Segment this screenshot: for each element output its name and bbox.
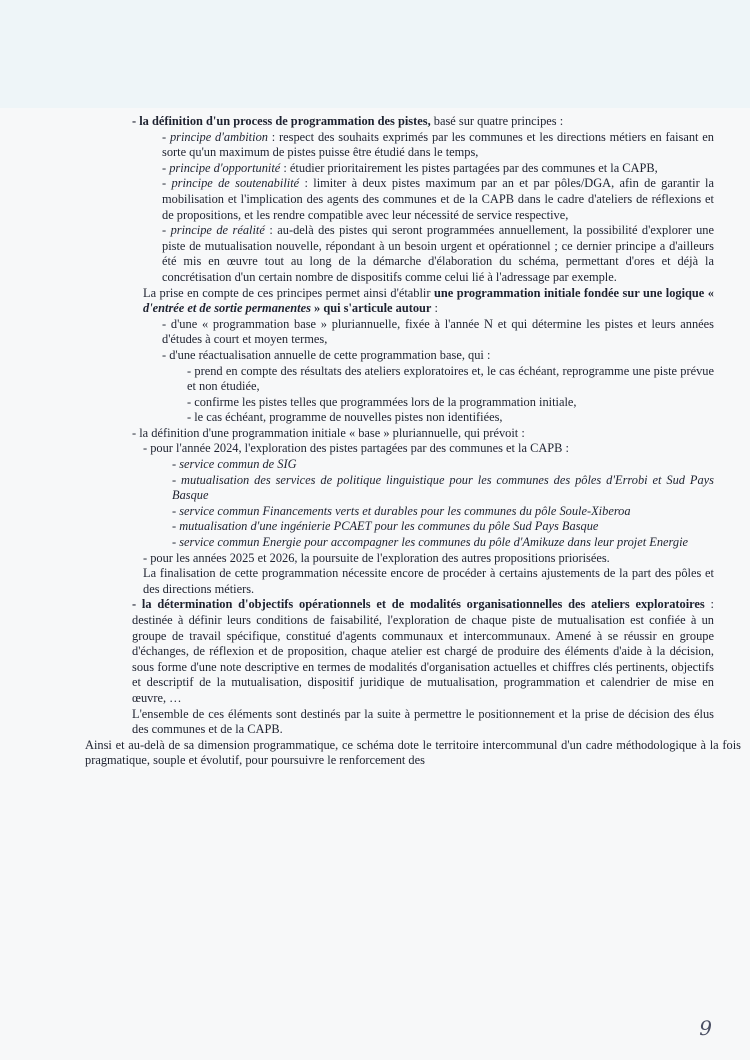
text-run: principe d'ambition xyxy=(169,129,268,144)
text-run: L'ensemble de ces éléments sont destinés par la suite à permettre le positionnement et la prise de décision des élus des communes et de la CAPB. xyxy=(132,706,714,737)
text-run: - la définition d'une programmation initiale « base » pluriannuelle, qui prévoit : xyxy=(132,425,525,440)
text-run: - le cas échéant, programme de nouvelles pistes non identifiées, xyxy=(187,410,503,425)
text-run: - confirme les pistes telles que programmées lors de la programmation initiale, xyxy=(187,394,577,409)
text-run: : au-delà des pistes qui seront programmées annuellement, la possibilité d'explorer une piste de mutualisation nouvelle, répondant à un besoin urgent et opérationnel ; ce dernier principe a d'ailleurs été mis en œuvre tout au long de la démarche d'élaboration du schéma, permettant d'ores et déjà la concrétisation d'un certain nombre de dispositifs comme celui lié à l'adressage par exemple. xyxy=(162,223,714,284)
text-run: - la détermination d'objectifs opérationnels et de modalités organisationnelles des ateliers exploratoires xyxy=(132,597,705,612)
paragraph xyxy=(172,504,714,520)
paragraph xyxy=(172,519,714,535)
text-run: principe d'opportunité xyxy=(169,160,281,175)
text-run: principe de soutenabilité xyxy=(171,176,300,191)
text-run: d'entrée et de sortie permanentes xyxy=(143,301,311,316)
text-run: une programmation initiale fondée sur une logique « xyxy=(433,285,714,300)
text-run: - mutualisation des services de politique linguistique pour les communes des pôles d'Errobi et Sud Pays Basque xyxy=(172,472,714,503)
paragraph xyxy=(162,223,714,285)
text-run: - d'une « programmation base » pluriannuelle, fixée à l'année N et qui détermine les pistes et leurs années d'études à court et moyen termes, xyxy=(162,316,714,347)
text-run: - xyxy=(162,223,171,238)
text-run: - xyxy=(162,176,172,191)
text-run: La prise en compte de ces principes permet ainsi d'établir xyxy=(143,285,434,300)
paragraph xyxy=(162,161,714,177)
paragraph xyxy=(172,473,714,504)
paragraph xyxy=(143,551,714,567)
text-run: basé sur quatre principes : xyxy=(430,114,564,128)
text-run: - d'une réactualisation annuelle de cette programmation base, qui : xyxy=(162,347,491,362)
text-run: - xyxy=(162,129,170,144)
paragraph xyxy=(172,457,714,473)
paragraph xyxy=(162,348,714,364)
text-run: - service commun Financements verts et durables pour les communes du pôle Soule-Xiberoa xyxy=(172,503,631,518)
text-run: - prend en compte des résultats des ateliers exploratoires et, le cas échéant, reprogramme une piste prévue et non étudiée, xyxy=(187,363,714,394)
paragraph xyxy=(132,597,714,706)
paragraph xyxy=(187,410,714,426)
document-body xyxy=(0,114,750,769)
text-run: : respect des souhaits exprimés par les communes et les directions métiers en faisant en sorte qu'un maximum de pistes puisse être étudié dans le temps, xyxy=(162,129,714,160)
paragraph xyxy=(143,441,714,457)
text-run: : xyxy=(431,301,438,316)
paragraph xyxy=(187,364,714,395)
text-run: : destinée à définir leurs conditions de faisabilité, l'exploration de chaque piste de mutualisation est confiée à un groupe de travail spécifique, constitué d'agents communaux et intercommunaux. Amené à se réussir en groupe d'échanges, de réflexion et de proposition, chaque atelier est chargé de produire des éléments d'aide à la décision, sous forme d'une note descriptive en termes de modalités d'organisation actuelles et chiffres clés pertinents, objectifs et descriptif de la mutualisation, dispositif juridique de mutualisation, programmation et calendrier de mise en œuvre, … xyxy=(132,597,714,705)
text-run: - mutualisation d'une ingénierie PCAET pour les communes du pôle Sud Pays Basque xyxy=(172,519,599,534)
text-run: » qui s'articule autour xyxy=(310,301,432,316)
paragraph xyxy=(162,130,714,161)
paragraph xyxy=(132,426,714,442)
paragraph xyxy=(132,707,714,738)
paragraph xyxy=(187,395,714,411)
text-run: principe de réalité xyxy=(170,223,265,238)
text-run: : étudier prioritairement les pistes partagées par des communes et la CAPB, xyxy=(280,160,658,175)
text-run: - pour les années 2025 et 2026, la poursuite de l'exploration des autres propositions priorisées. xyxy=(143,550,610,565)
paragraph xyxy=(162,176,714,223)
text-run: - xyxy=(162,160,170,175)
paragraph xyxy=(132,114,714,130)
paragraph xyxy=(143,286,714,317)
paragraph xyxy=(172,535,714,551)
text-run: La finalisation de cette programmation nécessite encore de procéder à certains ajustements de la part des pôles et des directions métiers. xyxy=(143,566,714,596)
paragraph xyxy=(143,566,714,597)
text-run: - service commun Energie pour accompagner les communes du pôle d'Amikuze dans leur projet Energie xyxy=(172,535,689,550)
text-run: - la définition d'un process de programmation des pistes, xyxy=(132,114,431,128)
text-run: : limiter à deux pistes maximum par an et par pôles/DGA, afin de garantir la mobilisation et l'implication des agents des communes et de la CAPB dans le cadre d'ateliers de réflexions et de propositions, et les rendre compatible avec leur nécessité de service respective, xyxy=(162,176,714,222)
paragraph xyxy=(85,738,741,769)
text-run: - pour l'année 2024, l'exploration des pistes partagées par des communes et la CAPB : xyxy=(143,441,569,456)
page-top-margin xyxy=(0,0,750,109)
paragraph xyxy=(162,317,714,348)
page-number: 9 xyxy=(699,1016,712,1040)
text-run: - service commun de SIG xyxy=(172,457,297,472)
text-run: Ainsi et au-delà de sa dimension programmatique, ce schéma dote le territoire intercommunal d'un cadre méthodologique à la fois pragmatique, souple et évolutif, pour poursuivre le renforcement des xyxy=(85,737,741,768)
